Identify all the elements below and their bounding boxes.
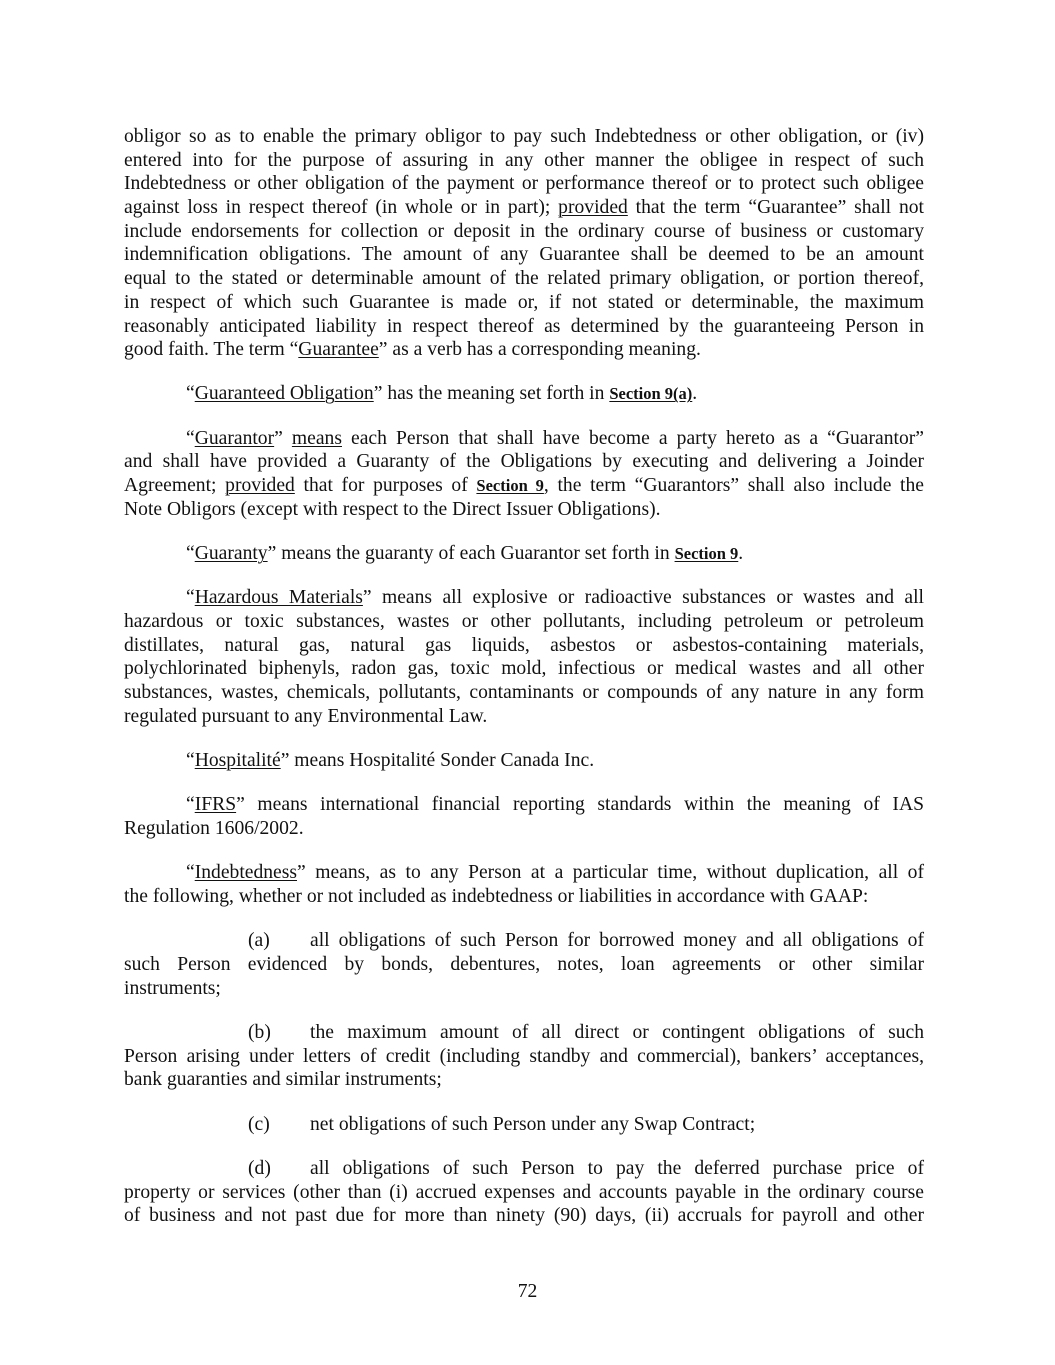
defined-term: Guarantor [194, 427, 275, 449]
paragraph [124, 125, 924, 362]
text-run: include endorsements for collection or deposit in the ordinary course of business or customary [124, 220, 924, 242]
document-body [124, 125, 924, 1249]
text-run: “ [186, 543, 195, 565]
text-line [124, 382, 924, 406]
defined-term: means [291, 427, 342, 449]
text-line [124, 315, 924, 339]
text-line [124, 542, 924, 566]
text-line [124, 172, 924, 196]
text-line [124, 681, 924, 705]
text-line [124, 1157, 924, 1181]
text-run: and shall have provided a Guaranty of the Obligations by executing and delivering a Joinder [124, 451, 924, 473]
text-line [124, 220, 924, 244]
text-run: bank guaranties and similar instruments; [124, 1069, 442, 1091]
paragraph [124, 793, 924, 840]
text-line [124, 1204, 924, 1228]
text-run: Note Obligors (except with respect to the Direct Issuer Obligations). [124, 498, 661, 520]
text-line [124, 427, 924, 451]
text-run: “ [186, 862, 195, 884]
text-run: that for purposes of [294, 475, 477, 497]
text-run: ” means the guaranty of each Guarantor set forth in [267, 543, 675, 565]
text-run: against loss in respect thereof (in whole or in part); [124, 197, 559, 219]
text-run: each Person that shall have become a party hereto as a “Guarantor” [341, 427, 924, 449]
text-run: the maximum amount of all direct or contingent obligations of such [310, 1021, 924, 1043]
text-run: instruments; [124, 977, 221, 999]
text-run: hazardous or toxic substances, wastes or other pollutants, including petroleum or petroleum [124, 611, 924, 633]
text-line [124, 817, 924, 841]
text-run: ” as a verb has a corresponding meaning. [378, 339, 701, 361]
paragraph [124, 427, 924, 522]
text-run: ” means all explosive or radioactive substances or wastes and all [362, 587, 924, 609]
defined-term: Guaranteed Obligation [194, 383, 374, 405]
text-line [124, 1045, 924, 1069]
text-line [124, 657, 924, 681]
text-run: . [692, 383, 698, 405]
paragraph [124, 749, 924, 773]
text-run: distillates, natural gas, natural gas liquids, asbestos or asbestos-containing materials, [124, 634, 924, 656]
text-run: “ [186, 587, 195, 609]
text-run: ” means international financial reporting standards within the meaning of IAS [236, 794, 924, 816]
text-line [124, 929, 924, 953]
text-line [124, 953, 924, 977]
text-line [124, 610, 924, 634]
section-reference: Section 9 [674, 544, 739, 564]
text-run: all obligations of such Person for borrowed money and all obligations of [310, 930, 924, 952]
text-run: indemnification obligations. The amount of any Guarantee shall be deemed to be an amount [124, 244, 924, 266]
text-line [124, 149, 924, 173]
page-number: 72 [517, 1281, 538, 1302]
item-label: (d) [248, 1157, 271, 1179]
text-run: reasonably anticipated liability in respect thereof as determined by the guaranteeing Person in [124, 315, 924, 337]
text-line [124, 125, 924, 149]
defined-term: Guarantee [298, 339, 379, 361]
text-line [124, 474, 924, 498]
paragraph [124, 542, 924, 566]
paragraph [124, 1157, 924, 1228]
defined-term: IFRS [194, 794, 237, 816]
defined-term: Hazardous Materials [194, 587, 363, 609]
text-line [124, 291, 924, 315]
paragraph [124, 1113, 924, 1137]
section-reference: Section 9(a) [609, 384, 693, 404]
text-run: ” has the meaning set forth in [373, 383, 610, 405]
item-label: (a) [248, 930, 270, 952]
text-run: property or services (other than (i) accrued expenses and accounts payable in the ordinary course [124, 1181, 924, 1203]
paragraph [124, 382, 924, 406]
text-run: ” means, as to any Person at a particular time, without duplication, all of [297, 862, 924, 884]
text-run: polychlorinated biphenyls, radon gas, toxic mold, infectious or medical wastes and all other [124, 658, 924, 680]
text-line [124, 1113, 924, 1137]
text-line [124, 1021, 924, 1045]
text-line [124, 793, 924, 817]
text-run: entered into for the purpose of assuring in any other manner the obligee in respect of such [124, 149, 924, 171]
text-run: ” [274, 427, 292, 449]
text-run: “ [186, 427, 195, 449]
text-run: Agreement; [124, 475, 226, 497]
defined-term: provided [558, 197, 628, 219]
text-run: , the term “Guarantors” shall also include the [543, 475, 924, 497]
defined-term: Hospitalité [194, 750, 281, 772]
text-line [124, 634, 924, 658]
paragraph [124, 861, 924, 908]
paragraph [124, 586, 924, 728]
text-run: in respect of which such Guarantee is made or, if not stated or determinable, the maximum [124, 291, 924, 313]
text-run: . [738, 543, 744, 565]
paragraph [124, 1021, 924, 1092]
text-run: obligor so as to enable the primary obligor to pay such Indebtedness or other obligation, or (iv) [124, 126, 924, 147]
text-run: such Person evidenced by bonds, debentures, notes, loan agreements or other similar [124, 954, 924, 975]
defined-term: provided [225, 475, 295, 497]
section-reference: Section 9 [476, 476, 544, 496]
text-run: good faith. The term “ [124, 339, 299, 361]
text-run: “ [186, 750, 195, 772]
text-run: Regulation 1606/2002. [124, 818, 304, 840]
text-line [124, 450, 924, 474]
text-line [124, 977, 924, 1001]
text-line [124, 1181, 924, 1205]
text-run: all obligations of such Person to pay the deferred purchase price of [310, 1157, 924, 1179]
text-line [124, 861, 924, 885]
text-run: that the term “Guarantee” shall not [627, 197, 924, 219]
text-line [124, 338, 924, 362]
text-run: Person arising under letters of credit (including standby and commercial), bankers’ acceptances, [124, 1045, 924, 1067]
text-run: equal to the stated or determinable amount of the related primary obligation, or portion thereof, [124, 268, 924, 290]
item-label: (b) [248, 1021, 271, 1043]
defined-term: Guaranty [194, 543, 268, 565]
text-run: ” means Hospitalité Sonder Canada Inc. [280, 750, 595, 772]
text-run: “ [186, 794, 195, 816]
text-line [124, 749, 924, 773]
text-line [124, 1068, 924, 1092]
paragraph [124, 929, 924, 1000]
text-line [124, 243, 924, 267]
text-line [124, 498, 924, 522]
text-run: Indebtedness or other obligation of the payment or performance thereof or to protect such obligee [124, 173, 924, 195]
text-line [124, 885, 924, 909]
text-run: regulated pursuant to any Environmental Law. [124, 705, 488, 727]
defined-term: Indebtedness [194, 862, 297, 884]
text-run: the following, whether or not included as indebtedness or liabilities in accordance with GAAP: [124, 886, 869, 908]
text-line [124, 586, 924, 610]
text-run: net obligations of such Person under any Swap Contract; [310, 1113, 756, 1135]
item-label: (c) [248, 1113, 270, 1135]
text-run: of business and not past due for more than ninety (90) days, (ii) accruals for payroll and other [124, 1205, 924, 1227]
text-run: “ [186, 383, 195, 405]
text-line [124, 705, 924, 729]
text-run: substances, wastes, chemicals, pollutants, contaminants or compounds of any nature in any form [124, 682, 924, 704]
text-line [124, 196, 924, 220]
text-line [124, 267, 924, 291]
